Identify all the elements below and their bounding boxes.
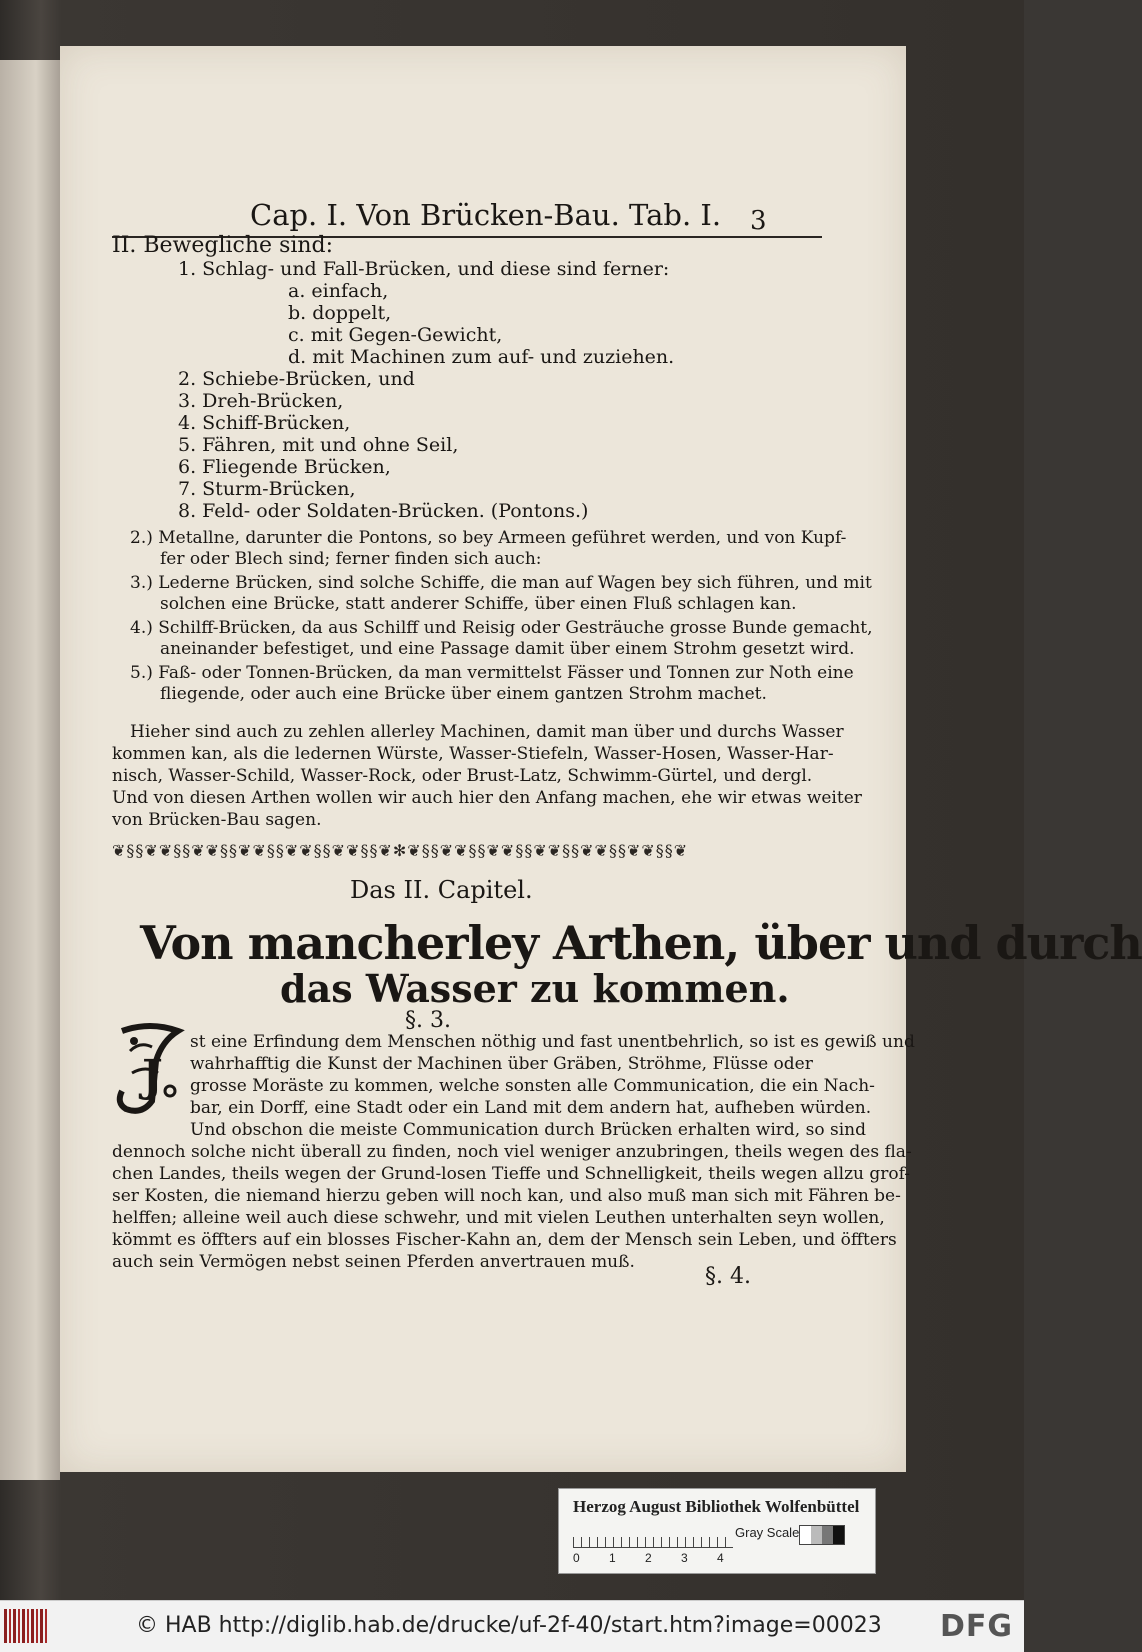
- chapter-title-line-1: Von mancherley Arthen, über und durch: [140, 916, 1142, 970]
- ruler-number: 1: [609, 1551, 616, 1565]
- numbered-entry-line: 2.) Metallne, darunter die Pontons, so bey Armeen geführet werden, und von Kupf-: [130, 528, 847, 548]
- list-item: 6. Fliegende Brücken,: [178, 456, 391, 478]
- page-number: 3: [750, 206, 767, 236]
- numbered-entry-line: aneinander befestiget, und eine Passage damit über einem Strohm gesetzt wird.: [160, 639, 855, 659]
- gray-scale-swatch: [799, 1525, 845, 1545]
- paragraph-line: st eine Erfindung dem Menschen nöthig und fast unentbehrlich, so ist es gewiß und: [190, 1032, 915, 1052]
- paragraph-line: bar, ein Dorff, eine Stadt oder ein Land mit dem andern hat, aufheben würden.: [190, 1098, 872, 1118]
- paragraph-line: von Brücken-Bau sagen.: [112, 810, 322, 830]
- numbered-entry-line: fer oder Blech sind; ferner finden sich auch:: [160, 549, 542, 569]
- numbered-entry-line: solchen eine Brücke, statt anderer Schiffe, über einen Fluß schlagen kan.: [160, 594, 797, 614]
- paragraph-line: grosse Moräste zu kommen, welche sonsten alle Communication, die ein Nach-: [190, 1076, 875, 1096]
- numbered-entry-line: 5.) Faß- oder Tonnen-Brücken, da man vermittelst Fässer und Tonnen zur Noth eine: [130, 663, 854, 683]
- list-item: 4. Schiff-Brücken,: [178, 412, 351, 434]
- section-sign: §. 3.: [405, 1008, 451, 1033]
- list-item: 2. Schiebe-Brücken, und: [178, 368, 415, 390]
- footer-link[interactable]: © HAB http://diglib.hab.de/drucke/uf-2f-40/start.htm?image=00023: [136, 1613, 882, 1638]
- ruler-number: 2: [645, 1551, 652, 1565]
- library-name: Herzog August Bibliothek Wolfenbüttel: [573, 1497, 860, 1516]
- list-item: 3. Dreh-Brücken,: [178, 390, 344, 412]
- list-item: 7. Sturm-Brücken,: [178, 478, 356, 500]
- catchword: §. 4.: [705, 1264, 751, 1289]
- paragraph-line: auch sein Vermögen nebst seinen Pferden anvertrauen muß.: [112, 1252, 635, 1272]
- ruler-number: 4: [717, 1551, 724, 1565]
- numbered-entry-line: fliegende, oder auch eine Brücke über einem gantzen Strohm machet.: [160, 684, 767, 704]
- dfg-logo: DFG: [940, 1609, 1014, 1644]
- book-page: [60, 46, 1142, 1472]
- paragraph-line: ser Kosten, die niemand hierzu geben will noch kan, und also muß man sich mit Fähren be-: [112, 1186, 901, 1206]
- dropcap-letter: J: [142, 1051, 163, 1102]
- paragraph-line: Und obschon die meiste Communication durch Brücken erhalten wird, so sind: [190, 1120, 866, 1140]
- sub-item: c. mit Gegen-Gewicht,: [288, 324, 503, 346]
- sub-item: a. einfach,: [288, 280, 389, 302]
- ruler-number: 0: [573, 1551, 580, 1565]
- ruler-number: 3: [681, 1551, 688, 1565]
- numbered-entry-line: 4.) Schilff-Brücken, da aus Schilff und Reisig oder Gesträuche grosse Bunde gemacht,: [130, 618, 873, 638]
- running-title: Cap. I. Von Brücken-Bau. Tab. I.: [250, 198, 722, 232]
- sub-item: b. doppelt,: [288, 302, 392, 324]
- decorated-initial: [112, 1021, 188, 1117]
- paragraph-line: dennoch solche nicht überall zu finden, noch viel weniger anzubringen, theils wegen des fla-: [112, 1142, 912, 1162]
- library-color-card: [558, 1488, 876, 1574]
- ornament-band: ❦§§❦❦§§❦❦§§❦❦§§❦❦§§❦❦§§❦✻❦§§❦❦§§❦❦§§❦❦§§❦❦§§❦❦§§❦: [112, 841, 689, 860]
- list-intro: II. Bewegliche sind:: [112, 233, 334, 258]
- facing-page-edge: [0, 60, 60, 1480]
- paragraph-line: helffen; alleine weil auch diese schwehr, und mit vielen Leuthen unterhalten seyn wollen,: [112, 1208, 885, 1228]
- viewer-footer: [0, 1600, 1024, 1652]
- gray-scale-label: Gray Scale: [735, 1525, 800, 1540]
- sub-item: d. mit Machinen zum auf- und zuziehen.: [288, 346, 675, 368]
- paragraph-line: wahrhafftig die Kunst der Machinen über Gräben, Ströhme, Flüsse oder: [190, 1054, 813, 1074]
- paragraph-line: nisch, Wasser-Schild, Wasser-Rock, oder Brust-Latz, Schwimm-Gürtel, und dergl.: [112, 766, 813, 786]
- paragraph-line: kömmt es öffters auf ein blosses Fischer-Kahn an, dem der Mensch sein Leben, und öffters: [112, 1230, 897, 1250]
- paragraph-line: kommen kan, als die ledernen Würste, Wasser-Stiefeln, Wasser-Hosen, Wasser-Har-: [112, 744, 834, 764]
- list-item: 5. Fähren, mit und ohne Seil,: [178, 434, 459, 456]
- paragraph-line: Hieher sind auch zu zehlen allerley Machinen, damit man über und durchs Wasser: [130, 722, 844, 742]
- list-item: 8. Feld- oder Soldaten-Brücken. (Pontons.): [178, 500, 589, 522]
- numbered-entry-line: 3.) Lederne Brücken, sind solche Schiffe, die man auf Wagen bey sich führen, und mit: [130, 573, 872, 593]
- paragraph-line: Und von diesen Arthen wollen wir auch hier den Anfang machen, ehe wir etwas weiter: [112, 788, 862, 808]
- chapter-label: Das II. Capitel.: [350, 876, 533, 904]
- hab-logo-icon: [4, 1609, 48, 1643]
- list-item-1: 1. Schlag- und Fall-Brücken, und diese sind ferner:: [178, 258, 670, 280]
- paragraph-line: chen Landes, theils wegen der Grund-losen Tieffe und Schnelligkeit, theils wegen allzu grof-: [112, 1164, 911, 1184]
- scale-ruler: [573, 1529, 733, 1548]
- chapter-title-line-2: das Wasser zu kommen.: [280, 966, 790, 1011]
